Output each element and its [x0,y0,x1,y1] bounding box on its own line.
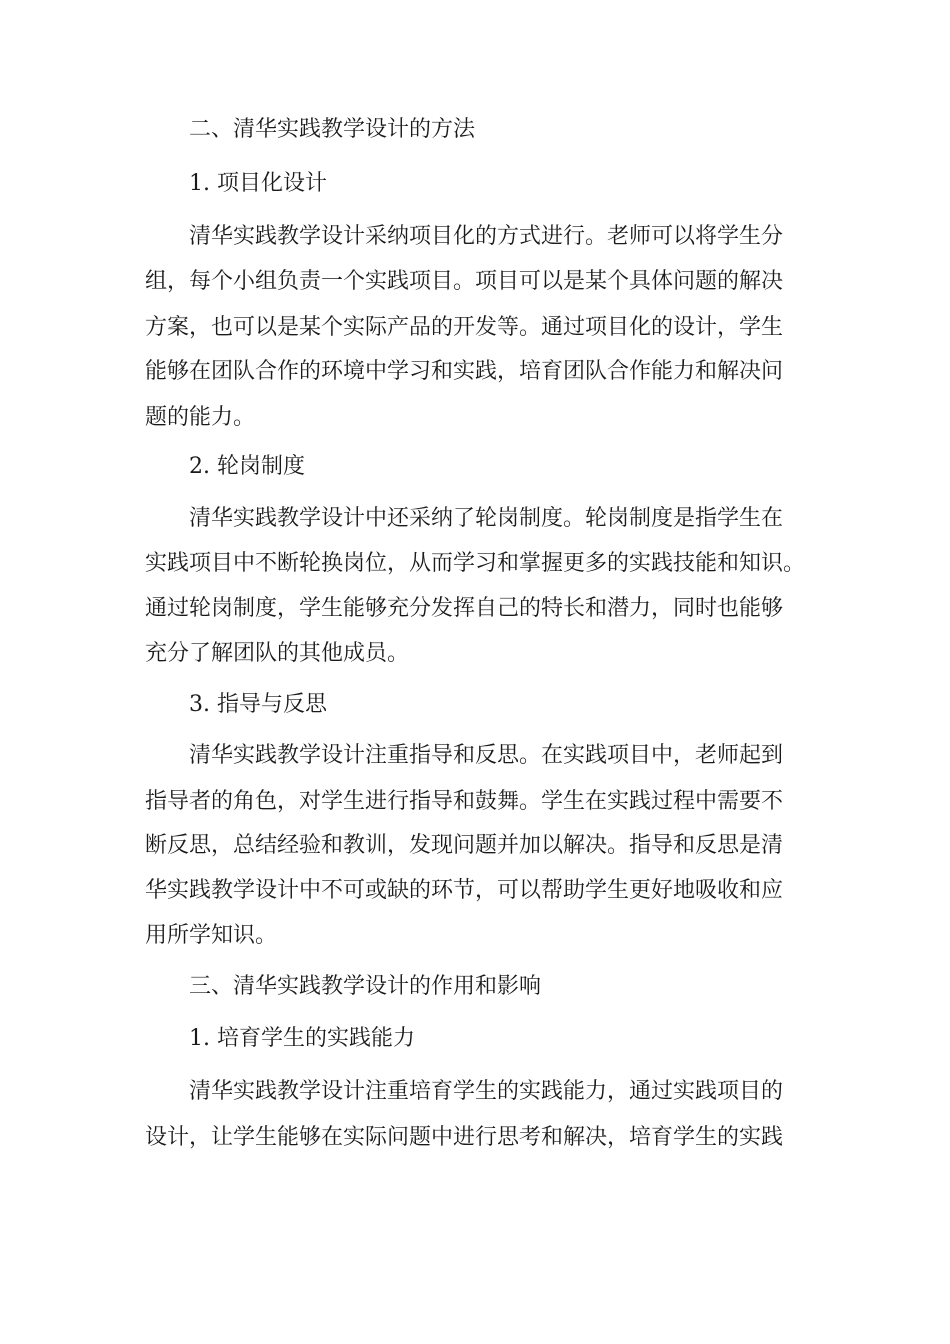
subsection-heading: 2. 轮岗制度 [189,454,305,479]
paragraph-line: 题的能力。 [145,405,256,430]
paragraph-line: 实践项目中不断轮换岗位，从而学习和掌握更多的实践技能和知识。 [145,551,806,576]
subsection-heading: 3. 指导与反思 [189,692,327,717]
paragraph-line: 通过轮岗制度，学生能够充分发挥自己的特长和潜力，同时也能够 [145,596,784,621]
section-heading: 三、清华实践教学设计的作用和影响 [189,974,542,999]
paragraph-line: 设计，让学生能够在实际问题中进行思考和解决，培育学生的实践 [145,1125,784,1150]
paragraph-line: 充分了解团队的其他成员。 [145,641,410,666]
subsection-heading: 1. 培育学生的实践能力 [189,1026,415,1051]
paragraph-line: 清华实践教学设计注重培育学生的实践能力，通过实践项目的 [189,1079,784,1104]
paragraph-line: 清华实践教学设计采纳项目化的方式进行。老师可以将学生分 [189,224,784,249]
paragraph-line: 指导者的角色，对学生进行指导和鼓舞。学生在实践过程中需要不 [145,789,784,814]
subsection-heading: 1. 项目化设计 [189,171,327,196]
paragraph-line: 用所学知识。 [145,923,278,948]
paragraph-line: 华实践教学设计中不可或缺的环节，可以帮助学生更好地吸收和应 [145,878,784,903]
paragraph-line: 断反思，总结经验和教训，发现问题并加以解决。指导和反思是清 [145,833,784,858]
paragraph-line: 能够在团队合作的环境中学习和实践，培育团队合作能力和解决问 [145,359,784,384]
section-heading: 二、清华实践教学设计的方法 [189,117,476,142]
paragraph-line: 方案，也可以是某个实际产品的开发等。通过项目化的设计，学生 [145,315,784,340]
paragraph-line: 清华实践教学设计注重指导和反思。在实践项目中，老师起到 [189,743,784,768]
paragraph-line: 组，每个小组负责一个实践项目。项目可以是某个具体问题的解决 [145,269,784,294]
paragraph-line: 清华实践教学设计中还采纳了轮岗制度。轮岗制度是指学生在 [189,506,784,531]
